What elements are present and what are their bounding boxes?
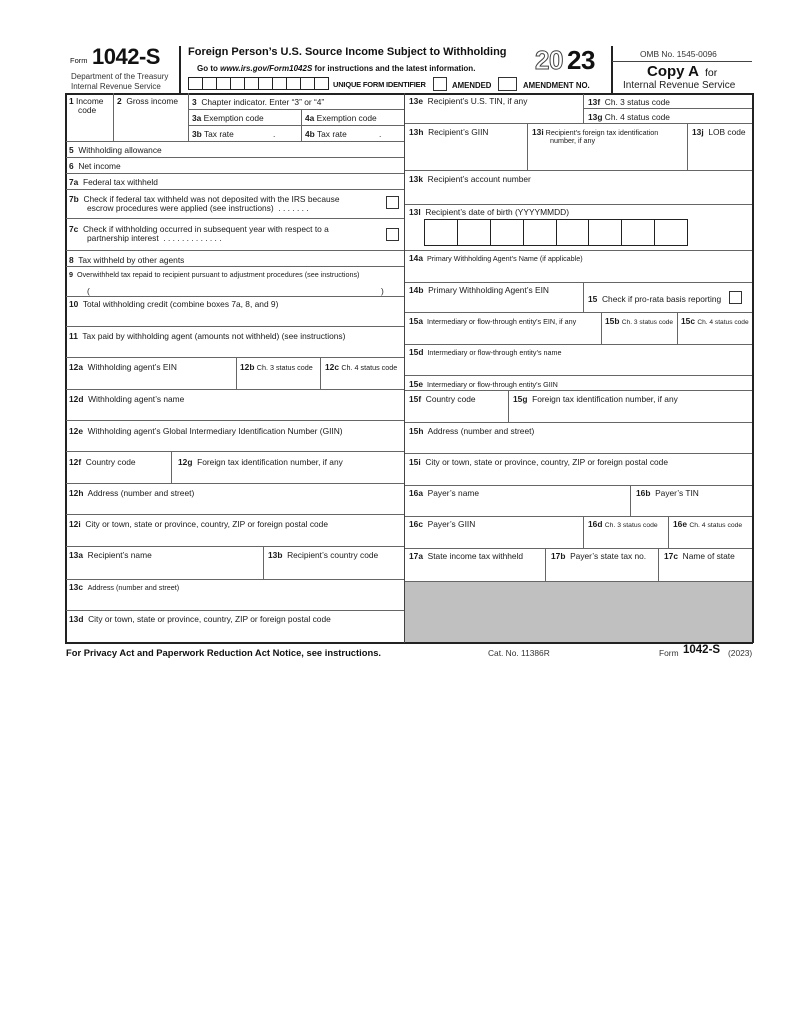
box-16d-label: 16d Ch. 3 status code [588, 519, 658, 529]
form-title: Foreign Person’s U.S. Source Income Subject to Withholding [188, 46, 507, 58]
catalog-number: Cat. No. 11386R [488, 648, 550, 658]
box-12b-label: 12b Ch. 3 status code [240, 362, 313, 372]
box-12h-label: 12h Address (number and street) [69, 488, 195, 498]
box-4a-label: 4a Exemption code [305, 113, 377, 123]
box-7b-label-line2: escrow procedures were applied (see instructions) . . . . . . . [87, 203, 309, 213]
box-12i-label: 12i City or town, state or province, country, ZIP or foreign postal code [69, 519, 328, 529]
form-prefix: Form [70, 56, 88, 65]
box-16a-label: 16a Payer’s name [409, 488, 480, 498]
box-7b-label: 7b Check if federal tax withheld was not deposited with the IRS because [69, 194, 340, 204]
tax-year-outline: 20 [535, 45, 563, 75]
box-7c-label-line2: partnership interest . . . . . . . . . . . . . [87, 233, 222, 243]
box-12f-label: 12f Country code [69, 457, 136, 467]
box-9-open-paren: ( [87, 286, 90, 296]
box-12d-label: 12d Withholding agent’s name [69, 394, 185, 404]
unique-form-identifier-boxes[interactable] [188, 77, 329, 90]
footer-form-number: 1042-S [683, 644, 721, 656]
box-13d-label: 13d City or town, state or province, country, ZIP or foreign postal code [69, 614, 331, 624]
box-13l-label: 13l Recipient’s date of birth (YYYYMMDD) [409, 207, 569, 217]
copy-for: for [705, 67, 718, 79]
box-15c-label: 15c Ch. 4 status code [681, 316, 749, 326]
box-14b-label: 14b Primary Withholding Agent’s EIN [409, 285, 549, 295]
box-13e-label: 13e Recipient’s U.S. TIN, if any [409, 96, 528, 106]
footer-year: (2023) [728, 648, 753, 658]
box-13i-label-line2: number, if any [550, 136, 596, 145]
box-13i-label: 13i Recipient’s foreign tax identification [532, 127, 659, 137]
shaded-area [405, 581, 752, 642]
box-1-label-line2: code [78, 105, 97, 115]
form-subtitle: Go to www.irs.gov/Form1042S for instructions and the latest information. [197, 64, 476, 73]
box-7b-escrow-checkbox[interactable] [386, 196, 399, 209]
box-12e-label: 12e Withholding agent’s Global Intermediary Identification Number (GIIN) [69, 426, 343, 436]
box-15a-label: 15a Intermediary or flow-through entity’s EIN, if any [409, 316, 577, 326]
unique-form-identifier-label: UNIQUE FORM IDENTIFIER [333, 80, 426, 89]
amended-checkbox[interactable] [498, 77, 517, 91]
box-13h-label: 13h Recipient’s GIIN [409, 127, 489, 137]
box-5-label: 5 Withholding allowance [69, 145, 162, 155]
box-7a-label: 7a Federal tax withheld [69, 177, 158, 187]
box-3b-label: 3b Tax rate [192, 129, 234, 139]
box-13j-label: 13j LOB code [692, 127, 746, 137]
box-4b-label: 4b Tax rate [305, 129, 347, 139]
form-number: 1042-S [92, 44, 160, 69]
box-15-label: 15 Check if pro-rata basis reporting [588, 294, 722, 304]
box-12g-label: 12g Foreign tax identification number, if any [178, 457, 343, 467]
department-line2: Internal Revenue Service [71, 82, 161, 91]
tax-year-bold: 23 [567, 45, 595, 75]
box-16c-label: 16c Payer’s GIIN [409, 519, 476, 529]
box-2-label: 2 Gross income [117, 96, 178, 106]
copy-label: Copy A [647, 63, 699, 80]
box-15g-label: 15g Foreign tax identification number, if any [513, 394, 678, 404]
box-11-label: 11 Tax paid by withholding agent (amounts not withheld) (see instructions) [69, 331, 346, 341]
box-13l-date-of-birth-boxes[interactable] [424, 219, 688, 246]
box-8-label: 8 Tax withheld by other agents [69, 255, 185, 265]
box-15d-label: 15d Intermediary or flow-through entity’s name [409, 347, 562, 357]
amended-label: AMENDED [452, 81, 492, 90]
box-15e-label: 15e Intermediary or flow-through entity’s GIIN [409, 379, 558, 389]
amendment-no-label: AMENDMENT NO. [523, 81, 590, 90]
box-13k-label: 13k Recipient’s account number [409, 174, 531, 184]
instructions-link[interactable]: www.irs.gov/Form1042S [220, 64, 313, 73]
box-9-close-paren: ) [381, 286, 384, 296]
box-7c-label: 7c Check if withholding occurred in subsequent year with respect to a [69, 224, 329, 234]
box-9-label: 9 Overwithheld tax repaid to recipient pursuant to adjustment procedures (see instructions) [69, 270, 360, 279]
box-17b-label: 17b Payer’s state tax no. [551, 551, 647, 561]
box-7c-partnership-checkbox[interactable] [386, 228, 399, 241]
unique-form-identifier-checkbox[interactable] [433, 77, 447, 91]
box-13c-label: 13c Address (number and street) [69, 582, 180, 592]
box-15h-label: 15h Address (number and street) [409, 426, 535, 436]
box-13a-label: 13a Recipient’s name [69, 550, 152, 560]
box-15f-label: 15f Country code [409, 394, 476, 404]
box-4b-decimal: . [379, 129, 382, 139]
department-line1: Department of the Treasury [71, 72, 169, 81]
box-13g-label: 13g Ch. 4 status code [588, 112, 670, 122]
box-3b-decimal: . [273, 129, 276, 139]
box-6-label: 6 Net income [69, 161, 121, 171]
box-12a-label: 12a Withholding agent’s EIN [69, 362, 177, 372]
box-16b-label: 16b Payer’s TIN [636, 488, 699, 498]
box-16e-label: 16e Ch. 4 status code [673, 519, 743, 529]
box-15-pro-rata-checkbox[interactable] [729, 291, 742, 304]
box-15i-label: 15i City or town, state or province, country, ZIP or foreign postal code [409, 457, 668, 467]
privacy-notice: For Privacy Act and Paperwork Reduction Act Notice, see instructions. [66, 647, 382, 658]
copy-recipient: Internal Revenue Service [623, 80, 736, 91]
box-13b-label: 13b Recipient’s country code [268, 550, 379, 560]
box-17a-label: 17a State income tax withheld [409, 551, 524, 561]
box-14a-label: 14a Primary Withholding Agent’s Name (if applicable) [409, 253, 583, 263]
footer-form-prefix: Form [659, 648, 679, 658]
omb-number: OMB No. 1545-0096 [640, 49, 717, 59]
box-3-label: 3 Chapter indicator. Enter “3” or “4” [192, 97, 325, 107]
box-15b-label: 15b Ch. 3 status code [605, 316, 674, 326]
box-10-label: 10 Total withholding credit (combine boxes 7a, 8, and 9) [69, 299, 279, 309]
box-13f-label: 13f Ch. 3 status code [588, 97, 670, 107]
box-3a-label: 3a Exemption code [192, 113, 264, 123]
box-1-label: 1 Income [69, 96, 104, 106]
box-12c-label: 12c Ch. 4 status code [325, 362, 398, 372]
box-17c-label: 17c Name of state [664, 551, 735, 561]
